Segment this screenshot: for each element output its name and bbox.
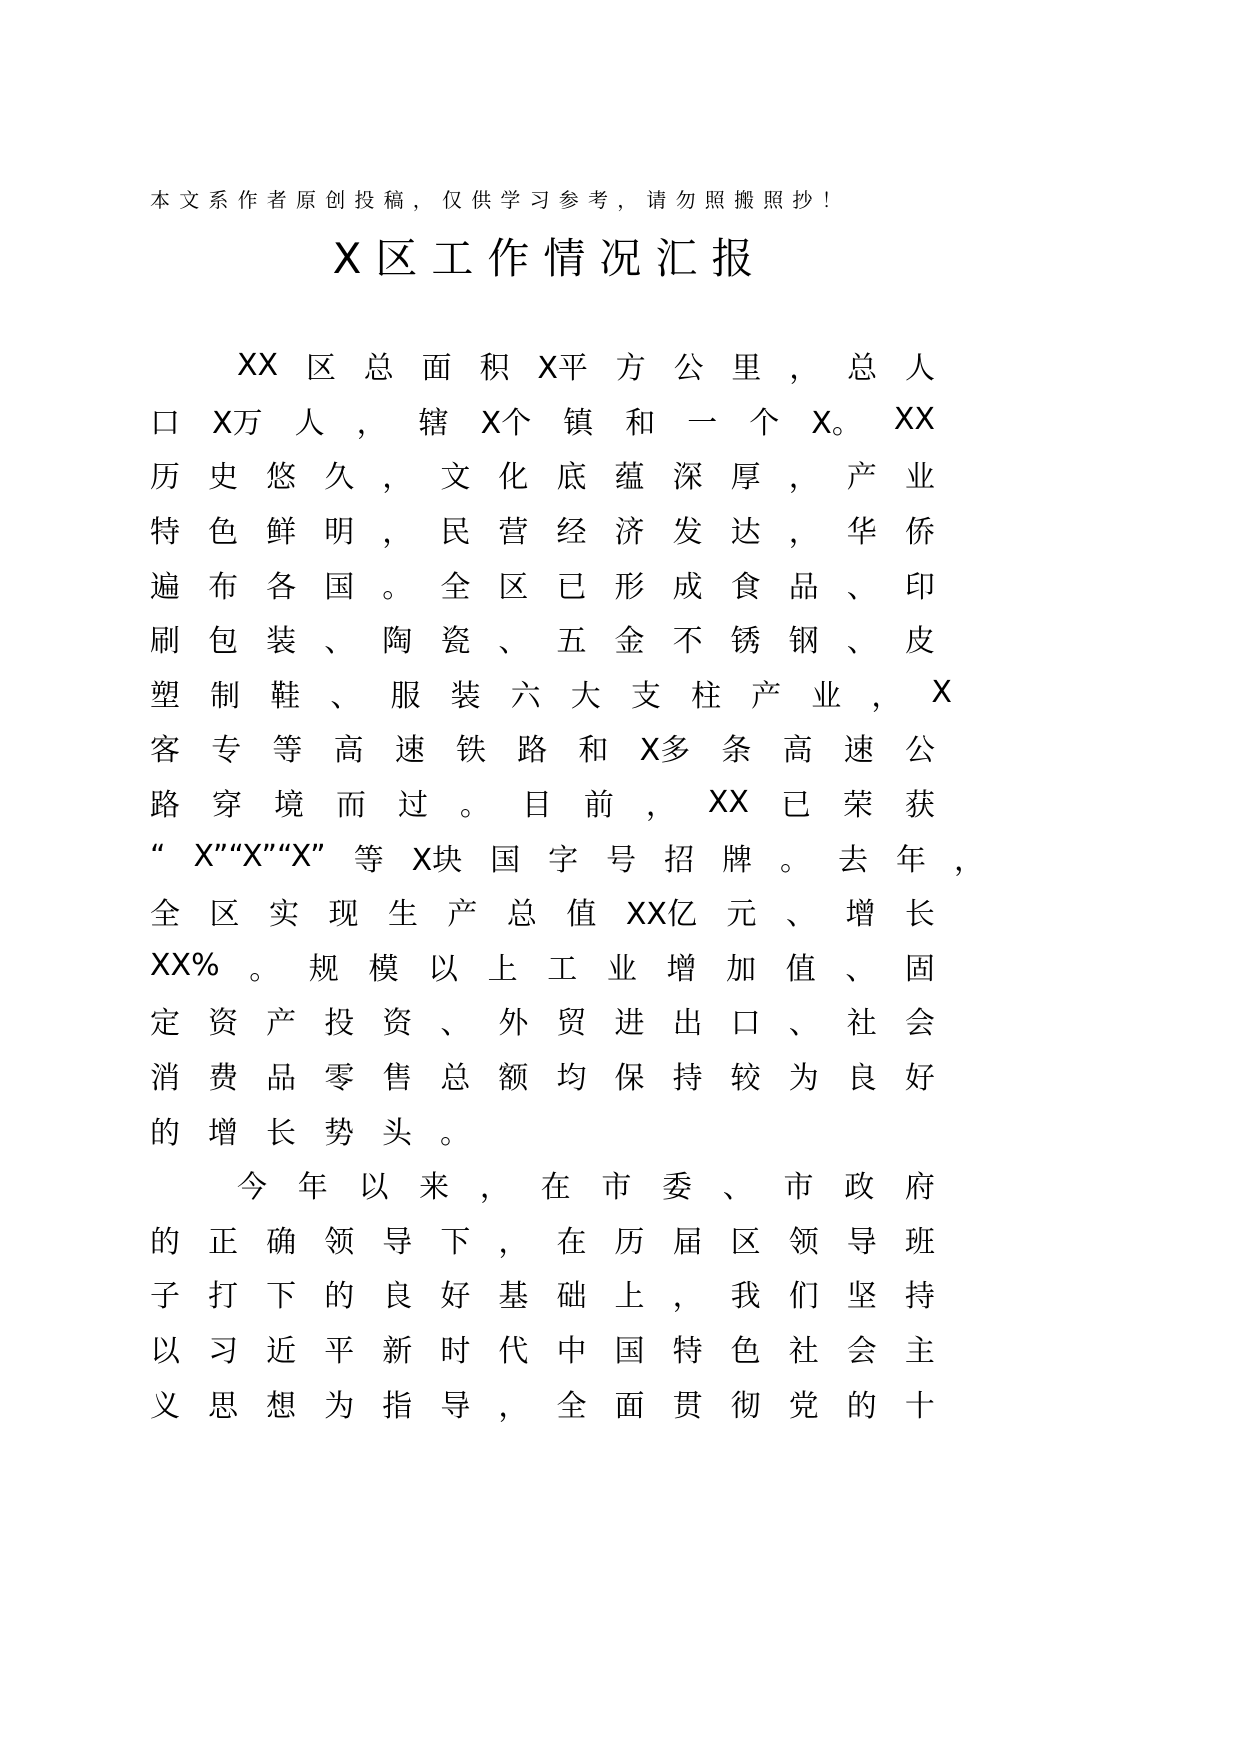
text-token: 值 bbox=[785, 951, 816, 987]
text-token: 客 bbox=[150, 733, 180, 769]
text-token: 已 bbox=[780, 788, 811, 824]
text-token: 平 bbox=[324, 1333, 355, 1369]
text-token: 悠 bbox=[266, 460, 297, 496]
text-token: 全 bbox=[150, 897, 180, 933]
text-token: 新 bbox=[382, 1333, 413, 1369]
text-token: 全 bbox=[440, 569, 471, 605]
text-token: 增 bbox=[208, 1115, 238, 1151]
text-token: 外 bbox=[498, 1006, 529, 1042]
text-token: 等 bbox=[353, 842, 384, 878]
text-token: 而 bbox=[335, 788, 366, 824]
text-token: 高 bbox=[333, 733, 364, 769]
text-line bbox=[150, 1102, 1150, 1157]
text-token: 蕴 bbox=[614, 460, 645, 496]
text-token: 市 bbox=[601, 1170, 632, 1206]
text-token: 字 bbox=[548, 842, 579, 878]
text-token: 额 bbox=[498, 1061, 529, 1097]
text-token: 刷 bbox=[150, 624, 180, 660]
text-token: 领 bbox=[788, 1224, 819, 1260]
text-token: 年 bbox=[297, 1170, 328, 1206]
text-token: 积 bbox=[479, 351, 510, 387]
text-token: 文 bbox=[440, 460, 471, 496]
text-token: 鞋 bbox=[270, 678, 301, 714]
text-token: 瓷 bbox=[440, 624, 471, 660]
text-token: 在 bbox=[556, 1224, 587, 1260]
text-token: 保 bbox=[614, 1061, 645, 1097]
text-token: 历 bbox=[150, 460, 180, 496]
text-token: XX% bbox=[150, 948, 220, 984]
text-token: 资 bbox=[208, 1006, 239, 1042]
text-token: 长 bbox=[904, 897, 935, 933]
text-token: 业 bbox=[606, 951, 637, 987]
text-line bbox=[150, 1048, 935, 1103]
text-token: 济 bbox=[614, 515, 645, 551]
text-token: 营 bbox=[498, 515, 529, 551]
text-token: 产 bbox=[447, 897, 478, 933]
text-token: 塑 bbox=[150, 678, 180, 714]
text-token: 在 bbox=[540, 1170, 571, 1206]
text-token: 、 bbox=[846, 624, 877, 660]
text-token: ， bbox=[788, 515, 819, 551]
text-token: 总 bbox=[506, 897, 537, 933]
text-token: 、 bbox=[440, 1006, 471, 1042]
text-token: 史 bbox=[208, 460, 239, 496]
text-token: 业 bbox=[904, 460, 935, 496]
text-token: X”“X”“X” bbox=[193, 839, 326, 875]
text-token: 皮 bbox=[904, 624, 935, 660]
text-token: 口 bbox=[730, 1006, 761, 1042]
text-token: 党 bbox=[788, 1388, 819, 1424]
text-token: ， bbox=[788, 460, 819, 496]
text-token: 口 bbox=[150, 405, 180, 441]
text-token: 定 bbox=[150, 1006, 180, 1042]
text-token: 规 bbox=[308, 951, 339, 987]
text-token: ， bbox=[498, 1388, 529, 1424]
text-token: 生 bbox=[387, 897, 418, 933]
text-token: ， bbox=[382, 460, 413, 496]
text-token: 确 bbox=[266, 1224, 297, 1260]
text-token: 彻 bbox=[730, 1388, 761, 1424]
text-token: 售 bbox=[382, 1061, 413, 1097]
text-token: 近 bbox=[266, 1333, 297, 1369]
text-line bbox=[150, 447, 935, 502]
text-token: 品 bbox=[266, 1061, 297, 1097]
text-token: 习 bbox=[208, 1333, 239, 1369]
text-token: 基 bbox=[498, 1279, 529, 1315]
text-line bbox=[150, 1266, 935, 1321]
text-token: 的 bbox=[150, 1115, 180, 1151]
text-line bbox=[150, 720, 935, 775]
text-token: ， bbox=[479, 1170, 510, 1206]
text-token: 个 bbox=[749, 405, 780, 441]
text-token: 成 bbox=[672, 569, 703, 605]
text-token: 的 bbox=[150, 1224, 180, 1260]
text-token: 区 bbox=[305, 351, 336, 387]
text-token: 好 bbox=[904, 1061, 935, 1097]
text-token: X万 bbox=[212, 405, 263, 441]
text-token: 人 bbox=[904, 351, 935, 387]
text-token: 十 bbox=[904, 1388, 935, 1424]
text-token: 资 bbox=[382, 1006, 413, 1042]
text-token: 各 bbox=[266, 569, 297, 605]
text-token: 和 bbox=[578, 733, 609, 769]
text-token: 遍 bbox=[150, 569, 180, 605]
text-token: 装 bbox=[450, 678, 481, 714]
text-token: 持 bbox=[672, 1061, 703, 1097]
text-token: 速 bbox=[843, 733, 874, 769]
text-token: 金 bbox=[614, 624, 645, 660]
text-line bbox=[150, 993, 935, 1048]
text-token: 社 bbox=[846, 1006, 877, 1042]
text-token: 铁 bbox=[456, 733, 487, 769]
text-token: 路 bbox=[517, 733, 548, 769]
text-token: 色 bbox=[730, 1333, 761, 1369]
text-token: 总 bbox=[847, 351, 878, 387]
text-line bbox=[150, 666, 952, 721]
text-token: 以 bbox=[358, 1170, 389, 1206]
text-token: 发 bbox=[672, 515, 703, 551]
text-token: 。 bbox=[780, 842, 811, 878]
text-token: 产 bbox=[846, 460, 877, 496]
text-token: 一 bbox=[687, 405, 718, 441]
text-token: 公 bbox=[673, 351, 704, 387]
text-token: 获 bbox=[904, 788, 935, 824]
text-token: 化 bbox=[498, 460, 529, 496]
text-token: 特 bbox=[672, 1333, 703, 1369]
text-token: 穿 bbox=[211, 788, 242, 824]
text-token: 导 bbox=[846, 1224, 877, 1260]
text-token: 区 bbox=[209, 897, 240, 933]
text-token: 时 bbox=[440, 1333, 471, 1369]
text-token: 。 bbox=[382, 569, 413, 605]
text-line bbox=[150, 502, 935, 557]
text-token: 色 bbox=[208, 515, 239, 551]
text-token: 零 bbox=[324, 1061, 355, 1097]
text-token: 政 bbox=[844, 1170, 875, 1206]
text-token: 的 bbox=[846, 1388, 877, 1424]
text-token: 持 bbox=[904, 1279, 935, 1315]
text-token: 、 bbox=[785, 897, 816, 933]
text-token: 面 bbox=[421, 351, 452, 387]
text-token: 公 bbox=[905, 733, 935, 769]
text-token: 明 bbox=[324, 515, 355, 551]
text-token: 础 bbox=[556, 1279, 587, 1315]
text-token: 投 bbox=[324, 1006, 355, 1042]
text-token: 坚 bbox=[846, 1279, 877, 1315]
text-line bbox=[237, 338, 935, 393]
text-token: 业 bbox=[811, 678, 842, 714]
text-line bbox=[150, 829, 984, 884]
text-token: 已 bbox=[556, 569, 587, 605]
text-token: 人 bbox=[294, 405, 325, 441]
text-token: 等 bbox=[272, 733, 303, 769]
text-token: XX bbox=[893, 402, 935, 438]
text-line bbox=[150, 611, 935, 666]
text-token: 实 bbox=[268, 897, 299, 933]
text-token: 区 bbox=[498, 569, 529, 605]
text-token: XX亿 bbox=[625, 897, 697, 933]
text-token: 号 bbox=[606, 842, 637, 878]
text-token: ， bbox=[382, 515, 413, 551]
copyright-notice: 本文系作者原创投稿，仅供学习参考，请勿照搬照抄！ bbox=[150, 188, 851, 212]
text-token: 招 bbox=[664, 842, 695, 878]
text-token: 速 bbox=[394, 733, 425, 769]
text-token: 贸 bbox=[556, 1006, 587, 1042]
text-token: 消 bbox=[150, 1061, 180, 1097]
text-line bbox=[150, 556, 935, 611]
text-token: 。 bbox=[440, 1115, 470, 1151]
text-token: 历 bbox=[614, 1224, 645, 1260]
text-token: 班 bbox=[904, 1224, 935, 1260]
text-token: 六 bbox=[510, 678, 541, 714]
text-token: 导 bbox=[382, 1224, 413, 1260]
text-token: 、 bbox=[788, 1006, 819, 1042]
text-token: “ bbox=[150, 839, 166, 875]
text-token: 方 bbox=[615, 351, 646, 387]
document-body bbox=[150, 338, 1150, 1430]
text-token: 目 bbox=[521, 788, 552, 824]
text-token: 头 bbox=[382, 1115, 412, 1151]
text-token: 增 bbox=[845, 897, 876, 933]
text-token: 钢 bbox=[788, 624, 819, 660]
text-token: 我 bbox=[730, 1279, 761, 1315]
text-token: 、 bbox=[330, 678, 361, 714]
text-token: 进 bbox=[614, 1006, 645, 1042]
text-token: 装 bbox=[266, 624, 297, 660]
text-token: 值 bbox=[566, 897, 597, 933]
text-token: X块 bbox=[411, 842, 463, 878]
text-token: 好 bbox=[440, 1279, 471, 1315]
text-token: X多 bbox=[639, 733, 691, 769]
text-token: 今 bbox=[237, 1170, 267, 1206]
text-line bbox=[237, 1157, 935, 1212]
text-token: 鲜 bbox=[266, 515, 297, 551]
text-line bbox=[150, 1212, 935, 1267]
text-token: 国 bbox=[614, 1333, 645, 1369]
text-token: 均 bbox=[556, 1061, 587, 1097]
text-token: 以 bbox=[150, 1333, 180, 1369]
text-token: 会 bbox=[904, 1006, 935, 1042]
text-token: 食 bbox=[730, 569, 761, 605]
text-token: 不 bbox=[672, 624, 703, 660]
text-token: 区 bbox=[730, 1224, 761, 1260]
text-token: 路 bbox=[150, 788, 180, 824]
text-token: 费 bbox=[208, 1061, 239, 1097]
text-token: 高 bbox=[782, 733, 813, 769]
text-token: 达 bbox=[730, 515, 761, 551]
text-token: 子 bbox=[150, 1279, 180, 1315]
text-token: 势 bbox=[324, 1115, 354, 1151]
text-token: 市 bbox=[783, 1170, 814, 1206]
text-token: 届 bbox=[672, 1224, 703, 1260]
text-token: X bbox=[931, 675, 952, 711]
text-token: 和 bbox=[625, 405, 656, 441]
text-token: 代 bbox=[498, 1333, 529, 1369]
text-token: 产 bbox=[751, 678, 782, 714]
text-token: 指 bbox=[382, 1388, 413, 1424]
text-token: 民 bbox=[440, 515, 471, 551]
text-token: 品 bbox=[788, 569, 819, 605]
text-token: 领 bbox=[324, 1224, 355, 1260]
text-token: 印 bbox=[904, 569, 935, 605]
text-token: 会 bbox=[846, 1333, 877, 1369]
text-token: 厚 bbox=[730, 460, 761, 496]
text-token: XX bbox=[237, 347, 279, 383]
text-token: 过 bbox=[397, 788, 428, 824]
text-token: 侨 bbox=[904, 515, 935, 551]
text-token: 正 bbox=[208, 1224, 239, 1260]
text-token: 上 bbox=[614, 1279, 645, 1315]
text-token: 下 bbox=[440, 1224, 471, 1260]
text-token: 固 bbox=[904, 951, 935, 987]
text-token: 华 bbox=[846, 515, 877, 551]
text-token: 柱 bbox=[690, 678, 721, 714]
text-token: 去 bbox=[838, 842, 868, 878]
document-title: X区工作情况汇报 bbox=[332, 234, 768, 283]
text-line bbox=[150, 884, 935, 939]
text-token: 年 bbox=[895, 842, 926, 878]
text-token: 以 bbox=[428, 951, 459, 987]
text-token: 形 bbox=[614, 569, 645, 605]
text-token: ， bbox=[789, 351, 820, 387]
text-token: 锈 bbox=[730, 624, 761, 660]
text-token: 为 bbox=[788, 1061, 819, 1097]
text-token: X。 bbox=[811, 405, 862, 441]
text-token: 中 bbox=[556, 1333, 587, 1369]
text-token: 来 bbox=[419, 1170, 450, 1206]
text-token: 大 bbox=[570, 678, 601, 714]
text-token: 。 bbox=[459, 788, 490, 824]
text-token: 长 bbox=[266, 1115, 296, 1151]
text-token: 社 bbox=[788, 1333, 819, 1369]
text-token: ， bbox=[953, 842, 984, 878]
text-token: ， bbox=[356, 405, 387, 441]
text-token: 总 bbox=[363, 351, 394, 387]
text-token: 主 bbox=[904, 1333, 935, 1369]
text-token: 义 bbox=[150, 1388, 180, 1424]
text-token: 导 bbox=[440, 1388, 471, 1424]
text-line bbox=[150, 775, 935, 830]
text-token: 荣 bbox=[842, 788, 873, 824]
text-token: 下 bbox=[266, 1279, 297, 1315]
text-token: 服 bbox=[390, 678, 421, 714]
text-token: 产 bbox=[266, 1006, 297, 1042]
text-token: 久 bbox=[324, 460, 355, 496]
text-token: 支 bbox=[630, 678, 661, 714]
text-token: 五 bbox=[556, 624, 587, 660]
text-token: 想 bbox=[266, 1388, 297, 1424]
text-token: 府 bbox=[904, 1170, 935, 1206]
text-token: 底 bbox=[556, 460, 587, 496]
text-token: 制 bbox=[210, 678, 241, 714]
text-token: 特 bbox=[150, 515, 180, 551]
text-token: 贯 bbox=[672, 1388, 703, 1424]
text-line bbox=[150, 1375, 935, 1430]
text-token: 包 bbox=[208, 624, 239, 660]
text-token: 条 bbox=[721, 733, 752, 769]
text-token: 良 bbox=[846, 1061, 877, 1097]
text-token: XX bbox=[707, 784, 749, 820]
text-token: 布 bbox=[208, 569, 239, 605]
text-token: 国 bbox=[324, 569, 355, 605]
text-token: 辖 bbox=[418, 405, 449, 441]
text-token: 陶 bbox=[382, 624, 413, 660]
text-token: 元 bbox=[726, 897, 757, 933]
text-token: 加 bbox=[726, 951, 757, 987]
text-token: 为 bbox=[324, 1388, 355, 1424]
text-token: 总 bbox=[440, 1061, 471, 1097]
text-token: 深 bbox=[672, 460, 703, 496]
text-token: 、 bbox=[722, 1170, 753, 1206]
text-token: 镇 bbox=[563, 405, 594, 441]
text-token: 委 bbox=[662, 1170, 693, 1206]
text-token: 专 bbox=[211, 733, 242, 769]
text-token: 、 bbox=[846, 569, 877, 605]
text-token: ， bbox=[871, 678, 902, 714]
text-line bbox=[150, 939, 935, 994]
text-token: X个 bbox=[480, 405, 532, 441]
text-token: 、 bbox=[845, 951, 876, 987]
text-token: 里 bbox=[731, 351, 762, 387]
text-token: 、 bbox=[324, 624, 355, 660]
text-token: 现 bbox=[328, 897, 359, 933]
text-token: X平 bbox=[537, 351, 588, 387]
text-token: 经 bbox=[556, 515, 587, 551]
text-line bbox=[150, 393, 935, 448]
text-token: 模 bbox=[368, 951, 399, 987]
text-token: 工 bbox=[547, 951, 578, 987]
text-token: 们 bbox=[788, 1279, 819, 1315]
text-token: 的 bbox=[324, 1279, 355, 1315]
text-token: 出 bbox=[672, 1006, 703, 1042]
text-token: 牌 bbox=[722, 842, 753, 878]
text-token: ， bbox=[672, 1279, 703, 1315]
text-token: 良 bbox=[382, 1279, 413, 1315]
text-line bbox=[150, 1321, 935, 1376]
text-token: 较 bbox=[730, 1061, 761, 1097]
text-token: 思 bbox=[208, 1388, 239, 1424]
text-token: 国 bbox=[490, 842, 521, 878]
text-token: 前 bbox=[583, 788, 614, 824]
text-token: 增 bbox=[666, 951, 697, 987]
text-token: 打 bbox=[208, 1279, 239, 1315]
text-token: ， bbox=[498, 1224, 529, 1260]
text-token: 面 bbox=[614, 1388, 645, 1424]
text-token: 。 bbox=[249, 951, 280, 987]
text-token: 境 bbox=[273, 788, 304, 824]
text-token: 、 bbox=[498, 624, 529, 660]
text-token: 上 bbox=[487, 951, 518, 987]
text-token: 全 bbox=[556, 1388, 587, 1424]
text-token: ， bbox=[645, 788, 676, 824]
